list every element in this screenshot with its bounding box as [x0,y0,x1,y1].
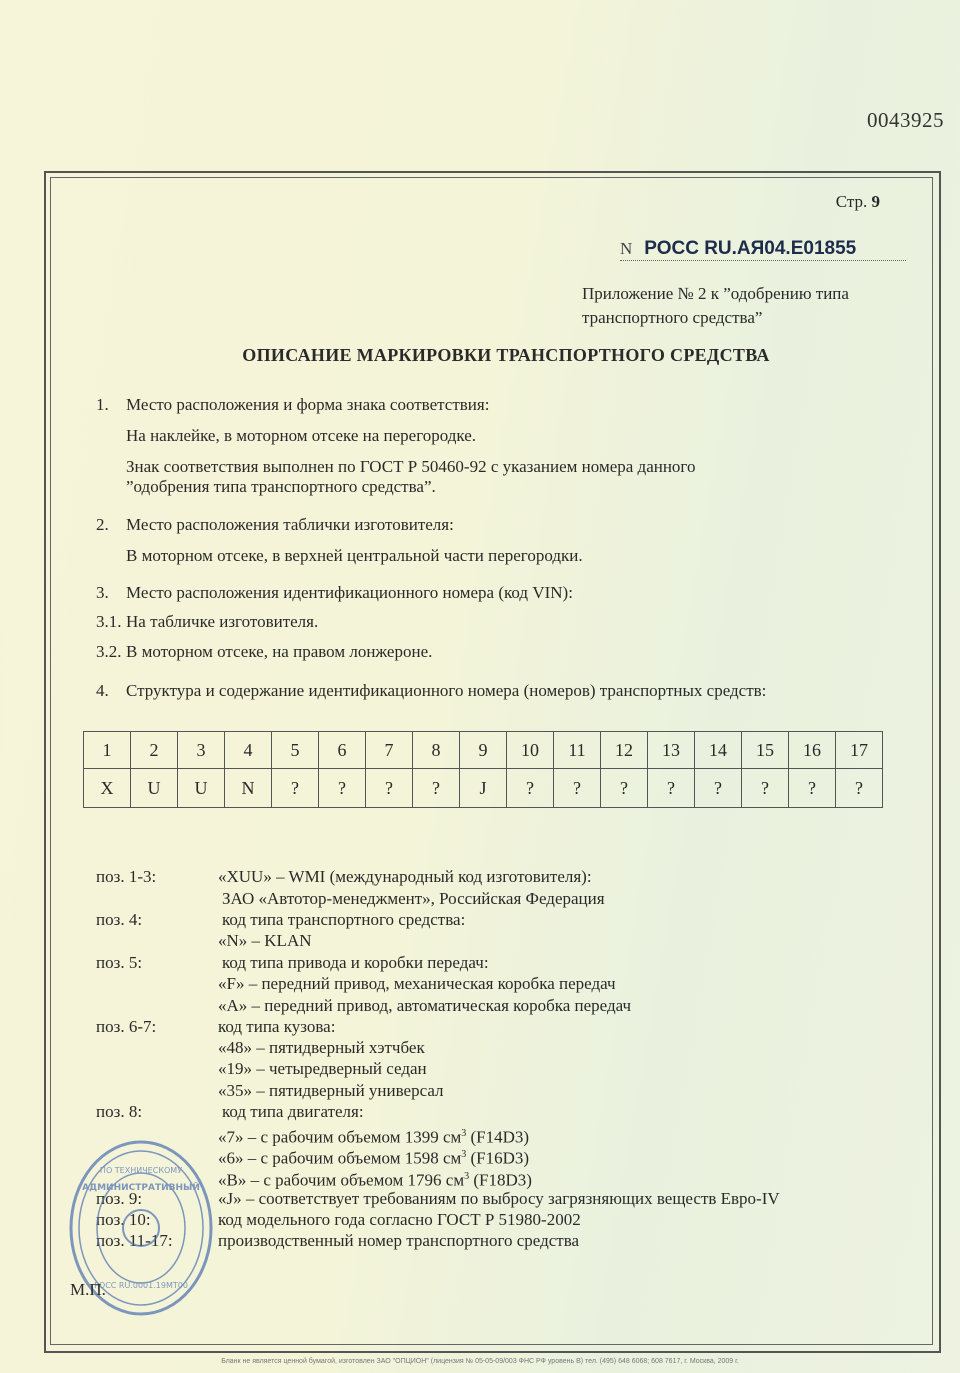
legend-pos-9-line-1: «J» – соответствует требованиям по выбросу загрязняющих веществ Евро-IV [218,1189,780,1208]
section-1-number: 1. [96,395,109,414]
document-number-value: РОСС RU.АЯ04.Е01855 [644,238,857,259]
legend-pos-6-7-line-2: «48» – пятидверный хэтчбек [218,1038,425,1057]
vin-position: 4 [225,732,272,769]
vin-position: 14 [695,732,742,769]
vin-value: U [178,769,225,808]
legend-pos-4-label: поз. 4: [96,910,143,929]
vin-position: 11 [554,732,601,769]
section-4-number: 4. [96,681,109,700]
vin-value: ? [695,769,742,808]
vin-positions-row [84,732,883,769]
page-value: 9 [871,192,880,211]
vin-value: J [460,769,507,808]
vin-value: ? [601,769,648,808]
vin-position: 6 [319,732,366,769]
vin-position: 12 [601,732,648,769]
vin-value: ? [742,769,789,808]
footer-note: Бланк не является ценной бумагой, изготовлен ЗАО "ОПЦИОН" (лицензия № 05-05-09/003 ФНС РФ уровень В) тел. (495) 648 6068; 608 7617, г. Москва, 2009 г. [221,1358,739,1365]
seal-text-top: ПО ТЕХНИЧЕСКОМУ [99,1166,183,1175]
vin-value: ? [507,769,554,808]
section-3-1-number: 3.1. [96,612,122,631]
section-3-title-text: Место расположения идентификационного номера (код VIN): [126,583,573,602]
document-number-prefix: N [620,239,633,258]
vin-position: 13 [648,732,695,769]
vin-position: 8 [413,732,460,769]
vin-value: ? [789,769,836,808]
section-2-number: 2. [96,515,109,534]
appendix-note [582,282,902,330]
section-3-2 [96,641,433,663]
vin-position: 10 [507,732,554,769]
cube-superscript: 3 [464,1171,470,1182]
legend-pos-1-3-line-1: «XUU» – WMI (международный код изготовителя): [218,867,592,886]
document-number [620,238,906,261]
vin-value: ? [554,769,601,808]
vin-position: 16 [789,732,836,769]
engine-3-text: «B» – с рабочим объемом 1796 см [218,1170,465,1190]
vin-position: 15 [742,732,789,769]
vin-value: U [131,769,178,808]
vin-position: 7 [366,732,413,769]
legend-pos-1-3-label: поз. 1-3: [96,867,157,886]
legend-pos-10-line-1: код модельного года согласно ГОСТ Р 51980-2002 [218,1210,581,1229]
vin-position: 17 [836,732,883,769]
section-1-text-2a: Знак соответствия выполнен по ГОСТ Р 50460-92 с указанием номера данного [126,457,696,476]
legend-pos-4-line-2: «N» – KLAN [218,931,312,950]
legend-pos-5-label: поз. 5: [96,953,143,972]
legend-pos-6-7-line-4: «35» – пятидверный универсал [218,1081,444,1100]
legend-pos-10-label: поз. 10: [96,1210,151,1229]
legend-pos-11-17-label: поз. 11-17: [96,1231,173,1250]
legend-pos-4-line-1: код типа транспортного средства: [222,910,466,929]
legend-pos-5-line-2: «F» – передний привод, механическая коробка передач [218,974,616,993]
seal-text-bottom: РОСС RU.0001.19МТ00 [94,1281,188,1290]
vin-value: ? [648,769,695,808]
section-4-title [96,680,767,702]
stamp-mark: М.П. [70,1280,106,1299]
vin-value: ? [272,769,319,808]
engine-1-text: «7» – с рабочим объемом 1399 см [218,1127,462,1147]
vin-position: 3 [178,732,225,769]
vin-value: ? [366,769,413,808]
page-number [836,192,880,212]
engine-3-code: (F18D3) [469,1170,532,1190]
seal-emblem [123,1210,159,1246]
legend-pos-9-label: поз. 9: [96,1189,143,1208]
section-1-text-1: На наклейке, в моторном отсеке на перегородке. [126,426,477,445]
vin-position: 5 [272,732,319,769]
vin-values-row [84,769,883,808]
legend-pos-5-line-3: «A» – передний привод, автоматическая коробка передач [218,996,632,1015]
legend-pos-5-line-1: код типа привода и коробки передач: [222,953,489,972]
legend-pos-6-7-line-1: код типа кузова: [218,1017,336,1036]
section-2-title-text: Место расположения таблички изготовителя: [126,515,454,534]
engine-2-text: «6» – с рабочим объемом 1598 см [218,1148,462,1168]
appendix-line-2: транспортного средства” [582,308,763,327]
vin-position: 9 [460,732,507,769]
section-4-title-text: Структура и содержание идентификационного номера (номеров) транспортных средств: [126,681,767,700]
section-2-text: В моторном отсеке, в верхней центральной части перегородки. [126,546,583,565]
legend-pos-8-line-1: код типа двигателя: [222,1102,364,1121]
section-3-1-text: На табличке изготовителя. [126,612,319,631]
section-3-2-number: 3.2. [96,642,122,661]
vin-position: 2 [131,732,178,769]
page-label: Стр. [835,192,868,211]
legend-pos-8-label: поз. 8: [96,1102,143,1121]
vin-value: X [84,769,131,808]
section-3-number: 3. [96,583,109,602]
vin-value: ? [413,769,460,808]
vin-value: ? [836,769,883,808]
section-1-text-2b: ”одобрения типа транспортного средства”. [126,477,436,496]
vin-value: N [225,769,272,808]
vin-structure-table [83,731,883,808]
engine-2-code: (F16D3) [466,1148,530,1168]
appendix-line-1: Приложение № 2 к ”одобрению типа [582,284,849,303]
section-1-title [96,394,490,416]
legend-pos-6-7-line-3: «19» – четыредверный седан [218,1059,427,1078]
legend-pos-6-7-label: поз. 6-7: [96,1017,157,1036]
page-title: ОПИСАНИЕ МАРКИРОВКИ ТРАНСПОРТНОГО СРЕДСТВА [242,345,770,365]
engine-1-code: (F14D3) [466,1127,530,1147]
section-3-1 [96,611,319,633]
vin-value: ? [319,769,366,808]
section-1-title-text: Место расположения и форма знака соответствия: [126,395,490,414]
legend-pos-8-engine-2 [218,1144,529,1169]
legend-pos-1-3-line-2: ЗАО «Автотор-менеджмент», Российская Федерация [222,889,605,908]
legend-pos-11-17-line-1: производственный номер транспортного средства [218,1231,580,1250]
vin-position: 1 [84,732,131,769]
serial-number: 0043925 [867,108,944,132]
cube-superscript: 3 [461,1149,467,1160]
seal-text-admin: АДМИНИСТРАТИВНЫЙ [82,1183,200,1193]
section-3-title [96,582,573,604]
cube-superscript: 3 [461,1128,467,1139]
section-3-2-text: В моторном отсеке, на правом лонжероне. [126,642,433,661]
legend-pos-8-engine-3 [218,1166,532,1191]
section-2-title [96,514,454,536]
